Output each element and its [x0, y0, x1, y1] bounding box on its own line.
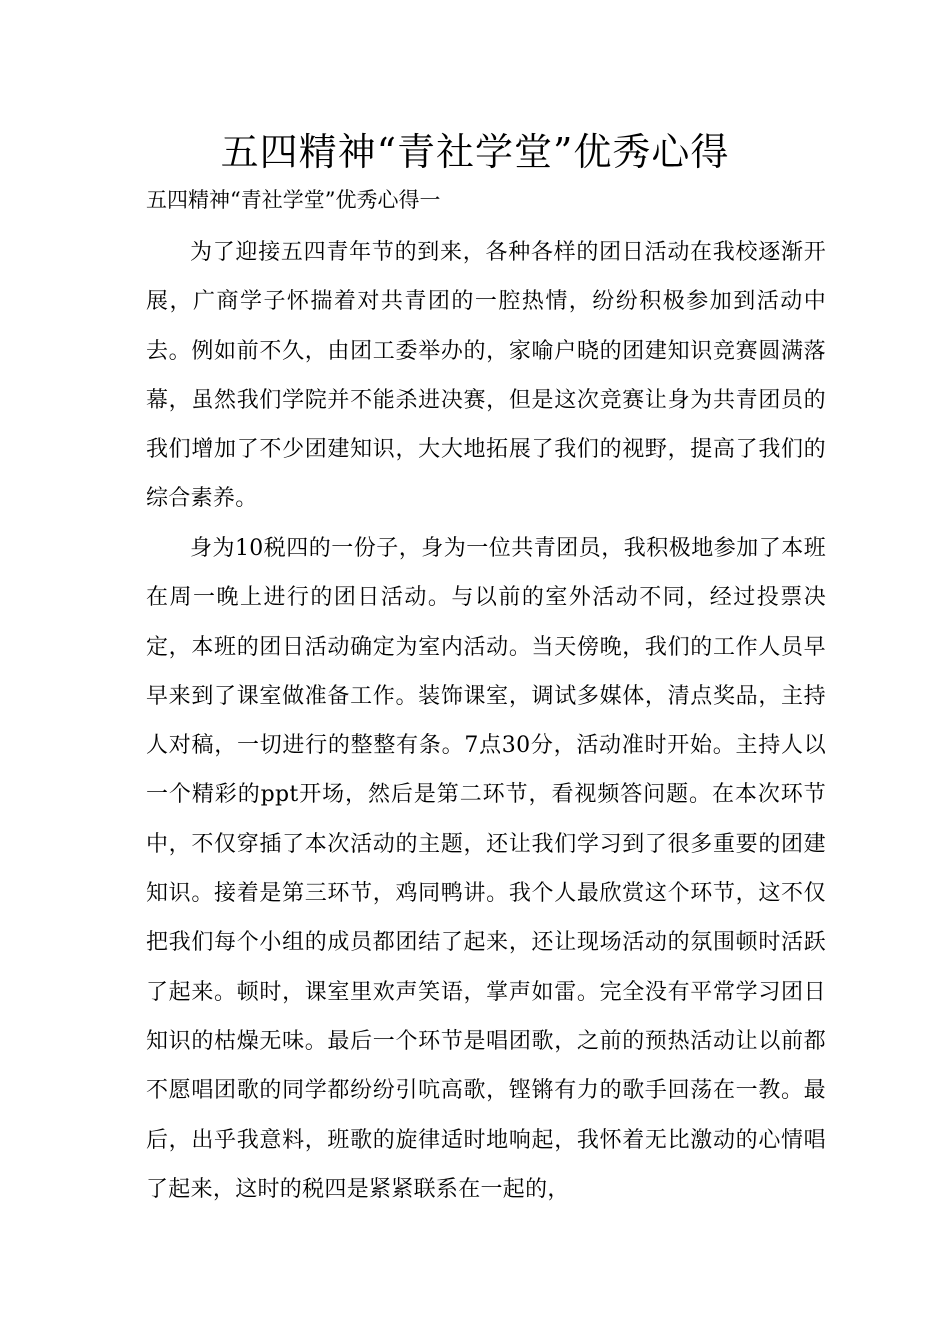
paragraph-2: 身为10税四的一份子，身为一位共青团员，我积极地参加了本班在周一晚上进行的团日活动。与以前的室外活动不同，经过投票决定，本班的团日活动确定为室内活动。当天傍晚，我们的工作人员早早来到了课室做准备工作。装饰课室，调试多媒体，清点奖品，主持人对稿，一切进行的整整有条。7点30分，活动准时开始。主持人以一个精彩的ppt开场，然后是第二环节，看视频答问题。在本次环节中，不仅穿插了本次活动的主题，还让我们学习到了很多重要的团建知识。接着是第三环节，鸡同鸭讲。我个人最欣赏这个环节，这不仅把我们每个小组的成员都团结了起来，还让现场活动的氛围顿时活跃了起来。顿时，课室里欢声笑语，掌声如雷。完全没有平常学习团日知识的枯燥无味。最后一个环节是唱团歌，之前的预热活动让以前都不愿唱团歌的同学都纷纷引吭高歌，铿锵有力的歌手回荡在一教。最后，出乎我意料，班歌的旋律适时地响起，我怀着无比激动的心情唱了起来，这时的税四是紧紧联系在一起的，: [146, 536, 826, 1202]
document-subtitle: 五四精神“青社学堂”优秀心得一: [146, 188, 441, 212]
document-title: 五四精神“青社学堂”优秀心得: [220, 130, 730, 174]
paragraph-1: 为了迎接五四青年节的到来，各种各样的团日活动在我校逐渐开展，广商学子怀揣着对共青团的一腔热情，纷纷积极参加到活动中去。例如前不久，由团工委举办的，家喻户晓的团建知识竞赛圆满落幕，虽然我们学院并不能杀进决赛，但是这次竞赛让身为共青团员的我们增加了不少团建知识，大大地拓展了我们的视野，提高了我们的综合素养。: [146, 240, 826, 512]
